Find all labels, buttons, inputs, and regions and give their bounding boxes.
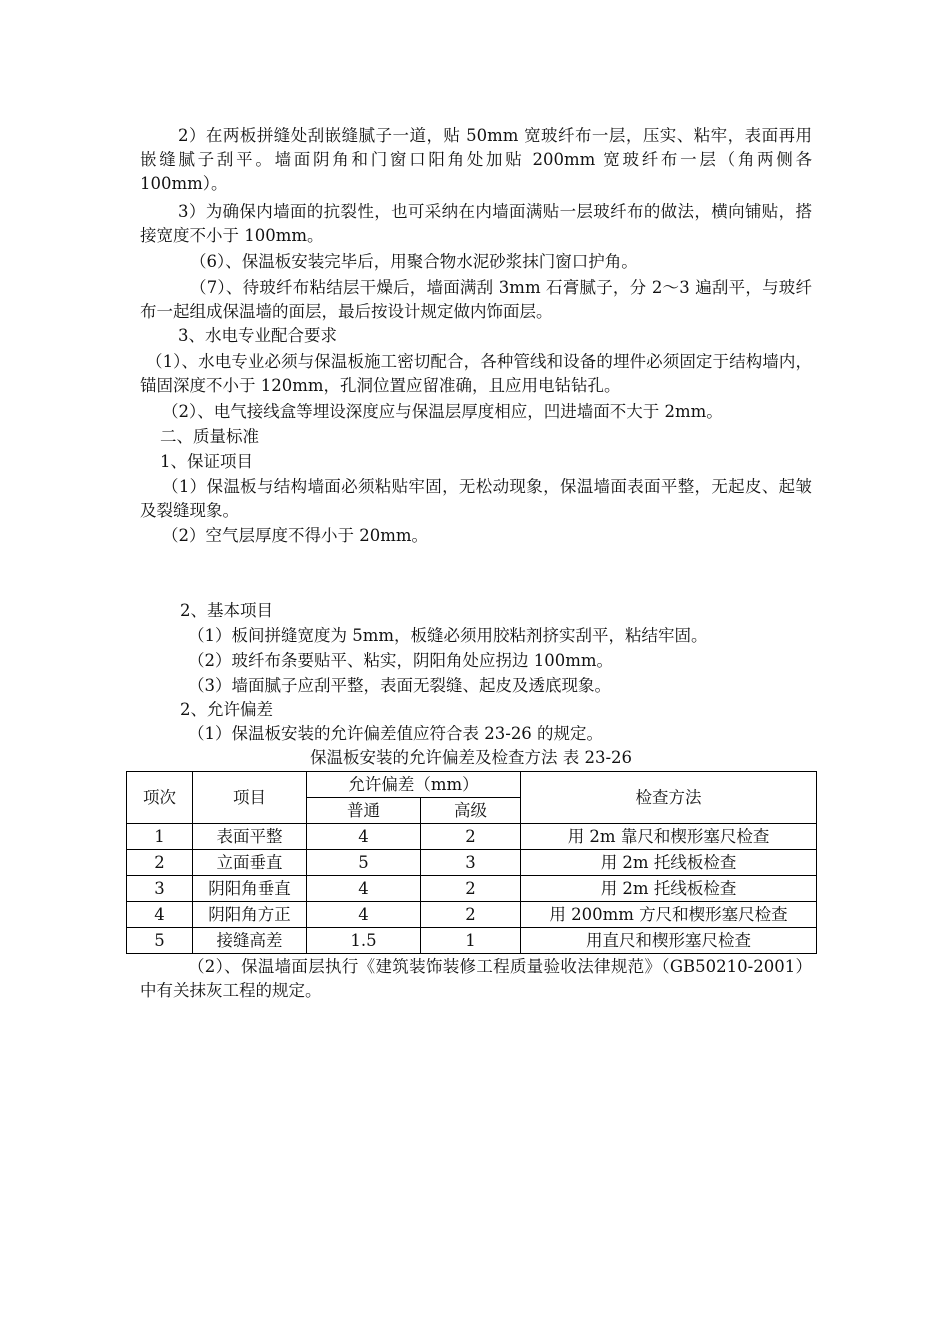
paragraph-utility-1: （1）、水电专业必须与保温板施工密切配合，各种管线和设备的埋件必须固定于结构墙内，锚固深度不小于 120mm，孔洞位置应留准确，且应用电钻钻孔。	[140, 352, 812, 395]
header-tolerance: 允许偏差（mm）	[307, 772, 521, 798]
paragraph-utility-2: （2）、电气接线盒等埋设深度应与保温层厚度相应，凹进墙面不大于 2mm。	[162, 402, 723, 421]
table-header-row	[127, 772, 817, 798]
paragraph-step-7: （7）、待玻纤布粘结层干燥后，墙面满刮 3mm 石膏腻子，分 2～3 遍刮平，与玻纤布一起组成保温墙的面层，最后按设计规定做内饰面层。	[140, 278, 812, 321]
cell-method: 用直尺和楔形塞尺检查	[521, 928, 817, 954]
cell-index: 5	[127, 928, 193, 954]
cell-item: 立面垂直	[193, 850, 307, 876]
heading-guarantee-items: 1、保证项目	[160, 452, 253, 471]
cell-normal: 4	[307, 902, 421, 928]
table-caption: 保温板安装的允许偏差及检查方法 表 23-26	[309, 748, 633, 767]
cell-method: 用 200mm 方尺和楔形塞尺检查	[521, 902, 817, 928]
cell-item: 阴阳角方正	[193, 902, 307, 928]
header-method: 检查方法	[521, 772, 817, 824]
table-row	[127, 876, 817, 902]
paragraph-crack-resistance: 3）为确保内墙面的抗裂性，也可采纳在内墙面满贴一层玻纤布的做法，横向铺贴，搭接宽度不小于 100mm。	[140, 202, 812, 245]
cell-advanced: 2	[421, 902, 521, 928]
table-row	[127, 824, 817, 850]
cell-normal: 1.5	[307, 928, 421, 954]
cell-method: 用 2m 托线板检查	[521, 850, 817, 876]
deviation-table	[126, 771, 817, 954]
header-advanced: 高级	[421, 798, 521, 824]
header-normal: 普通	[307, 798, 421, 824]
heading-basic-items: 2、基本项目	[180, 601, 273, 620]
cell-advanced: 1	[421, 928, 521, 954]
cell-index: 3	[127, 876, 193, 902]
cell-advanced: 3	[421, 850, 521, 876]
cell-advanced: 2	[421, 824, 521, 850]
cell-item: 阴阳角垂直	[193, 876, 307, 902]
header-index: 项次	[127, 772, 193, 824]
heading-allowable-deviation: 2、允许偏差	[180, 700, 273, 719]
paragraph-step-6: （6）、保温板安装完毕后，用聚合物水泥砂浆抹门窗口护角。	[190, 252, 638, 271]
table-row	[127, 902, 817, 928]
heading-utility-coordination: 3、水电专业配合要求	[178, 326, 337, 345]
table-row	[127, 928, 817, 954]
cell-normal: 5	[307, 850, 421, 876]
paragraph-guarantee-1: （1）保温板与结构墙面必须粘贴牢固，无松动现象，保温墙面表面平整，无起皮、起皱及裂缝现象。	[140, 477, 812, 520]
paragraph-basic-3: （3）墙面腻子应刮平整，表面无裂缝、起皮及透底现象。	[188, 676, 611, 695]
paragraph-basic-1: （1）板间拼缝宽度为 5mm，板缝必须用胶粘剂挤实刮平，粘结牢固。	[188, 626, 708, 645]
table-row	[127, 850, 817, 876]
cell-index: 1	[127, 824, 193, 850]
paragraph-deviation-2: （2）、保温墙面层执行《建筑装饰装修工程质量验收法律规范》（GB50210-2001）中有关抹灰工程的规定。	[140, 957, 812, 1000]
cell-item: 接缝高差	[193, 928, 307, 954]
cell-index: 4	[127, 902, 193, 928]
cell-item: 表面平整	[193, 824, 307, 850]
cell-method: 用 2m 托线板检查	[521, 876, 817, 902]
cell-method: 用 2m 靠尺和楔形塞尺检查	[521, 824, 817, 850]
header-item: 项目	[193, 772, 307, 824]
paragraph-guarantee-2: （2）空气层厚度不得小于 20mm。	[162, 526, 429, 545]
paragraph-seam-treatment: 2）在两板拼缝处刮嵌缝腻子一道，贴 50mm 宽玻纤布一层，压实、粘牢，表面再用嵌缝腻子刮平。墙面阴角和门窗口阳角处加贴 200mm 宽玻纤布一层（角两侧各 100mm）。	[140, 126, 812, 193]
heading-quality-standard: 二、质量标准	[160, 427, 259, 446]
paragraph-basic-2: （2）玻纤布条要贴平、粘实，阴阳角处应拐边 100mm。	[188, 651, 614, 670]
cell-normal: 4	[307, 824, 421, 850]
cell-normal: 4	[307, 876, 421, 902]
paragraph-deviation-1: （1）保温板安装的允许偏差值应符合表 23-26 的规定。	[188, 724, 604, 743]
cell-index: 2	[127, 850, 193, 876]
cell-advanced: 2	[421, 876, 521, 902]
